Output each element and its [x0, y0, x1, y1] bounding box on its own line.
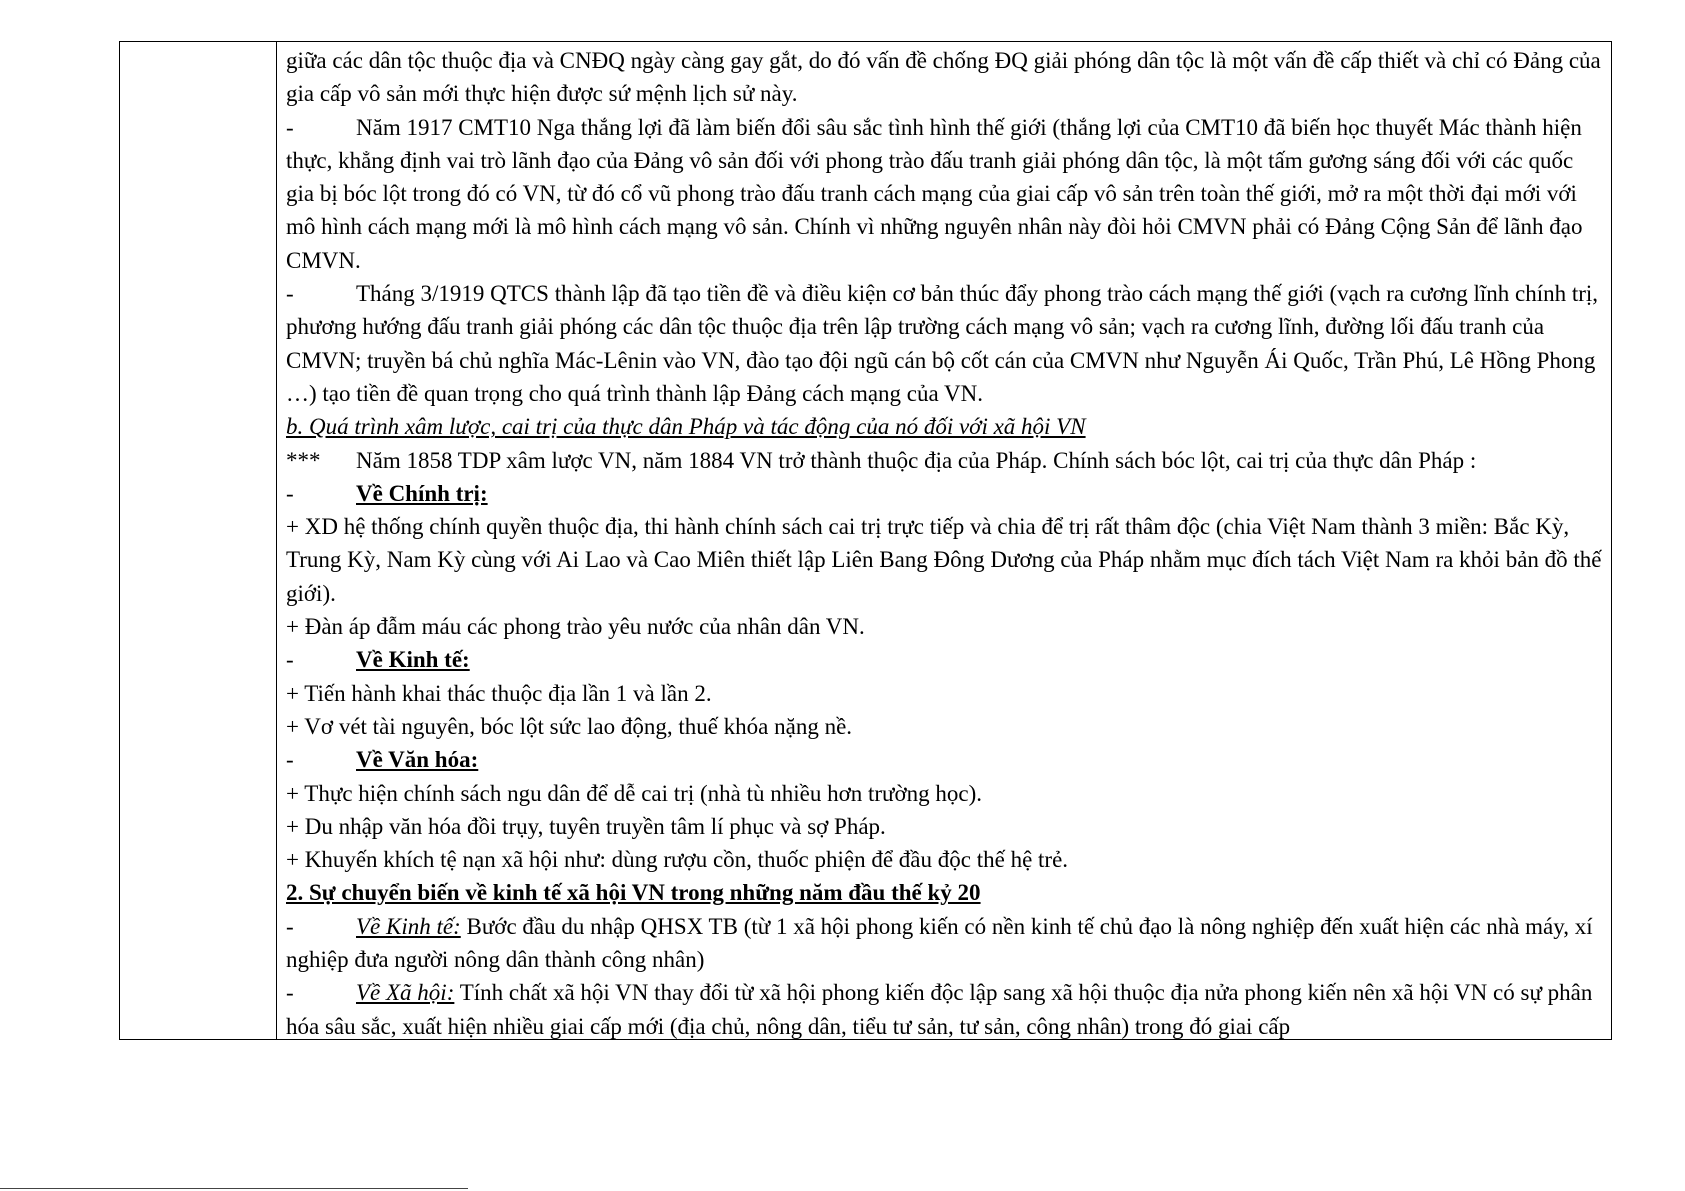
society-change-label: Về Xã hội:: [356, 980, 455, 1006]
politics-heading: Về Chính trị:: [356, 480, 488, 506]
dash-marker: -: [286, 647, 294, 673]
paragraph-text: Năm 1858 TDP xâm lược VN, năm 1884 VN trở thành thuộc địa của Pháp. Chính sách bóc lột, cai trị của thực dân Pháp :: [356, 447, 1477, 473]
culture-heading: Về Văn hóa:: [356, 747, 479, 773]
section-heading-b: b. Quá trình xâm lược, cai trị của thực dân Pháp và tác động của nó đối với xã hội VN: [286, 414, 1086, 440]
economy-heading: Về Kinh tế:: [356, 647, 470, 673]
economy-heading-row: [286, 643, 1606, 676]
stars-marker: ***: [286, 447, 321, 473]
politics-item-2: + Đàn áp đẫm máu các phong trào yêu nước của nhân dân VN.: [286, 614, 865, 640]
politics-heading-row: [286, 477, 1606, 510]
section-heading-2: 2. Sự chuyển biến về kinh tế xã hội VN trong những năm đầu thế kỷ 20: [286, 880, 981, 906]
politics-item-1: + XD hệ thống chính quyền thuộc địa, thi hành chính sách cai trị trực tiếp và chia để trị rất thâm độc (chia Việt Nam thành 3 miền: Bắc Kỳ, Trung Kỳ, Nam Kỳ cùng với Ai Lao và Cao Miên thiết lập Liên Bang Đông Dương của Pháp nhằm mục đích tách Việt Nam ra khỏi bản đồ thế giới).: [286, 514, 1602, 606]
paragraph-text: Năm 1917 CMT10 Nga thắng lợi đã làm biến đổi sâu sắc tình hình thế giới (thắng lợi của CMT10 đã biến học thuyết Mác thành hiện thực, khẳng định vai trò lãnh đạo của Đảng vô sản đối với phong trào đấu tranh giải phóng dân tộc, là một tấm gương sáng đối với các quốc gia bị bóc lột trong đó có VN, từ đó cổ vũ phong trào đấu tranh cách mạng của giai cấp vô sản trên toàn thế giới, mở ra một thời đại mới với mô hình cách mạng mới là mô hình cách mạng vô sản. Chính vì những nguyên nhân này đòi hỏi CMVN phải có Đảng Cộng Sản để lãnh đạo CMVN.: [286, 114, 1583, 273]
paragraph-october-revolution: [286, 111, 1606, 277]
dash-marker: -: [286, 480, 294, 506]
paragraph-comintern: [286, 277, 1606, 410]
dash-marker: -: [286, 114, 294, 140]
economy-item-1: + Tiến hành khai thác thuộc địa lần 1 và lần 2.: [286, 680, 712, 706]
culture-item-3: + Khuyến khích tệ nạn xã hội như: dùng rượu cồn, thuốc phiện để đầu độc thế hệ trẻ.: [286, 847, 1069, 873]
paragraph-invasion: [286, 444, 1606, 477]
paragraph-text: Tính chất xã hội VN thay đổi từ xã hội phong kiến độc lập sang xã hội thuộc địa nửa phong kiến nên xã hội VN có sự phân hóa sâu sắc, xuất hiện nhiều giai cấp mới (địa chủ, nông dân, tiểu tư sản, tư sản, công nhân) trong đó giai cấp: [286, 980, 1593, 1039]
paragraph-text: Bước đầu du nhập QHSX TB (từ 1 xã hội phong kiến có nền kinh tế chủ đạo là nông nghiệp đến xuất hiện các nhà máy, xí nghiệp đưa người nông dân thành công nhân): [286, 913, 1593, 973]
footnote-separator: [0, 1188, 468, 1189]
paragraph-society-change: [286, 976, 1606, 1043]
paragraph-economy-change: [286, 910, 1606, 977]
culture-item-1: + Thực hiện chính sách ngu dân để dễ cai trị (nhà tù nhiều hơn trường học).: [286, 780, 983, 806]
dash-marker: -: [286, 913, 294, 939]
paragraph-intro: giữa các dân tộc thuộc địa và CNĐQ ngày càng gay gắt, do đó vấn đề chống ĐQ giải phóng dân tộc là một vấn đề cấp thiết và chỉ có Đảng của gia cấp vô sản mới thực hiện được sứ mệnh lịch sử này.: [286, 48, 1601, 107]
document-table: [119, 41, 1612, 1040]
economy-item-2: + Vơ vét tài nguyên, bóc lột sức lao động, thuế khóa nặng nề.: [286, 713, 853, 739]
culture-item-2: + Du nhập văn hóa đồi trụy, tuyên truyền tâm lí phục và sợ Pháp.: [286, 813, 886, 839]
dash-marker: -: [286, 980, 294, 1006]
paragraph-text: Tháng 3/1919 QTCS thành lập đã tạo tiền đề và điều kiện cơ bản thúc đẩy phong trào cách mạng thế giới (vạch ra cương lĩnh chính trị, phương hướng đấu tranh giải phóng các dân tộc thuộc địa trên lập trường cách mạng vô sản; vạch ra cương lĩnh, đường lối đấu tranh của CMVN; truyền bá chủ nghĩa Mác-Lênin vào VN, đào tạo đội ngũ cán bộ cốt cán của CMVN như Nguyễn Ái Quốc, Trần Phú, Lê Hồng Phong …) tạo tiền đề quan trọng cho quá trình thành lập Đảng cách mạng của VN.: [286, 281, 1599, 406]
economy-change-label: Về Kinh tế:: [356, 913, 461, 939]
dash-marker: -: [286, 747, 294, 773]
table-content-cell: [286, 44, 1606, 1043]
culture-heading-row: [286, 743, 1606, 776]
table-column-divider: [276, 42, 277, 1039]
dash-marker: -: [286, 281, 294, 307]
